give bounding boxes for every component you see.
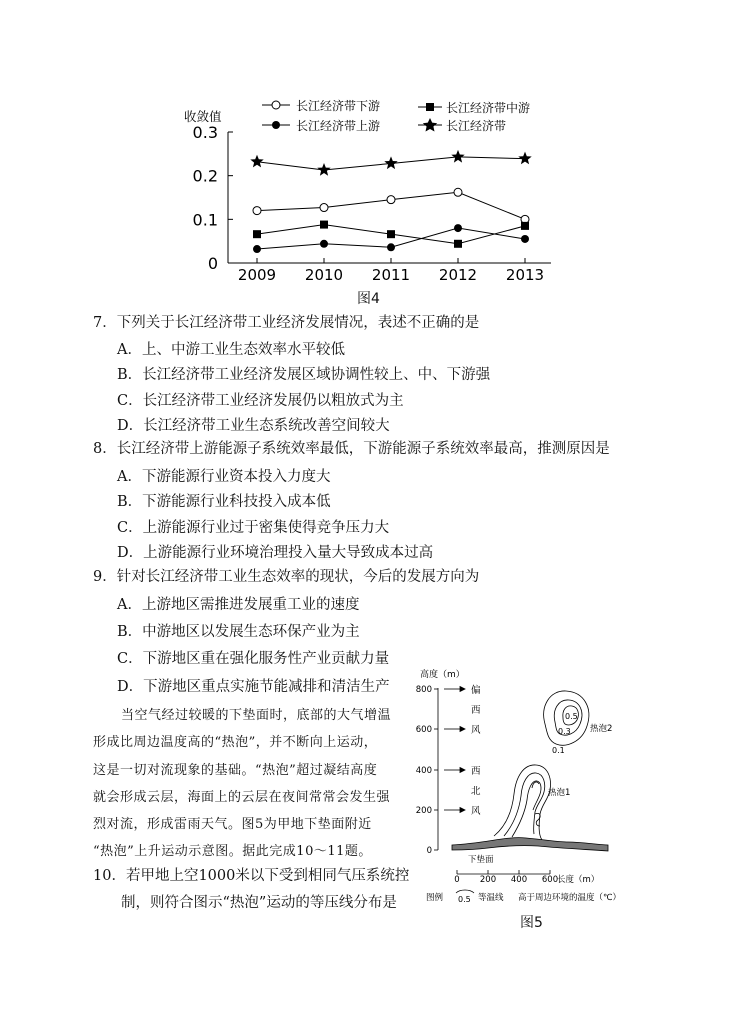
- ground-label: 下垫面: [468, 855, 494, 865]
- passage-line: 当空气经过较暖的下垫面时，底部的大气增温: [121, 708, 392, 723]
- fig5-y-ticks: [416, 685, 438, 856]
- data-point-filled-square: [521, 222, 529, 230]
- fig5-legend-sample-value: 0.5: [458, 895, 471, 904]
- passage-line: “热泡”上升运动示意图。据此完成10～11题。: [93, 844, 372, 859]
- data-point-star: [317, 163, 330, 176]
- fig5-legend-text: 高于周边环境的温度（℃）: [518, 893, 622, 903]
- question-9-option-d: D．下游地区重点实施节能减排和清洁生产: [117, 679, 390, 695]
- figure5-diagram: [408, 664, 640, 910]
- fig5-legend-isotherm-text: 等温线: [478, 893, 504, 903]
- chart-legend: [262, 98, 530, 133]
- data-point-star: [384, 156, 397, 169]
- data-point-star: [451, 150, 464, 163]
- figure5-caption: 图5: [520, 915, 543, 931]
- fig5-wind-lower: 风: [471, 806, 481, 817]
- question-10-stem-line1: 10．若甲地上空1000米以下受到相同气压系统控: [93, 868, 410, 884]
- legend-marker-open-circle: [272, 101, 280, 109]
- x-tick-label: 2013: [505, 266, 545, 284]
- y-tick-label: 0.3: [192, 123, 218, 142]
- passage-line: 形成比周边温度高的“热泡”，并不断向上运动，: [93, 735, 378, 750]
- question-7-option-a: A．上、中游工业生态效率水平较低: [117, 342, 345, 358]
- x-tick-label: 2011: [371, 266, 411, 284]
- y-tick-label: 0: [207, 254, 218, 273]
- x-tick-label: 2009: [237, 266, 277, 284]
- question-8-option-c: C．上游能源行业过于密集使得竞争压力大: [117, 520, 390, 536]
- fig5-isotherm-label: 0.1: [552, 746, 565, 755]
- y-axis-label: 收敛值: [184, 109, 222, 124]
- question-8-stem: 8．长江经济带上游能源子系统效率最低，下游能源子系统效率最高，推测原因是: [93, 441, 610, 457]
- passage-line: 烈对流，形成雷雨天气。图5为甲地下垫面附近: [93, 817, 372, 832]
- fig5-isotherm-label: 0.5: [565, 712, 578, 721]
- question-8-option-a: A．下游能源行业资本投入力度大: [117, 469, 331, 485]
- data-point-star: [518, 152, 531, 165]
- question-7-stem: 7．下列关于长江经济带工业经济发展情况，表述不正确的是: [93, 315, 480, 331]
- fig5-y-tick-label: 200: [415, 806, 432, 816]
- fig5-y-tick-label: 0: [426, 846, 432, 856]
- data-point-filled-square: [253, 230, 261, 238]
- fig5-wind-lower: 北: [471, 786, 481, 797]
- legend-marker-star: [423, 118, 437, 132]
- x-tick-label: 2012: [438, 266, 478, 284]
- heat-bubble-1-label: 热泡1: [548, 788, 571, 798]
- legend-label: 长江经济带下游: [296, 99, 381, 113]
- question-8-option-b: B．下游能源行业科技投入成本低: [117, 494, 331, 510]
- fig5-y-tick-label: 600: [415, 725, 432, 735]
- fig5-wind-upper: 风: [471, 725, 481, 736]
- question-7-option-b: B．长江经济带工业经济发展区域协调性较上、中、下游强: [117, 367, 491, 383]
- data-point-open-circle: [320, 204, 328, 212]
- data-point-filled-circle: [253, 245, 261, 253]
- question-8-option-d: D．上游能源行业环境治理投入量大导致成本过高: [117, 545, 434, 561]
- question-9-option-a: A．上游地区需推进发展重工业的速度: [117, 597, 360, 613]
- data-point-open-circle: [454, 188, 462, 196]
- fig5-wind-arrows: [444, 687, 465, 813]
- figure4-chart: [170, 92, 570, 284]
- x-tick-label: 2010: [304, 266, 344, 284]
- question-7-option-d: D．长江经济带工业生态系统改善空间较大: [117, 418, 390, 434]
- passage-line: 就会形成云层，海面上的云层在夜间常常会发生强: [93, 790, 391, 805]
- legend-label: 长江经济带上游: [296, 119, 381, 133]
- figure4-caption: 图4: [357, 291, 380, 307]
- fig5-y-tick-label: 400: [415, 766, 432, 776]
- fig5-wind-upper: 西: [471, 705, 481, 716]
- fig5-x-label: 长度（m）: [557, 875, 600, 885]
- data-point-filled-square: [320, 221, 328, 229]
- fig5-legend-prefix: 图例: [426, 893, 444, 903]
- question-7-option-c: C．长江经济带工业经济发展仍以粗放式为主: [117, 393, 404, 409]
- fig5-y-label: 高度（m）: [420, 670, 465, 680]
- passage-line: 这是一切对流现象的基础。“热泡”超过凝结高度: [93, 763, 378, 778]
- data-point-star: [250, 155, 263, 168]
- fig5-x-scale: [457, 870, 550, 874]
- fig5-wind-lower: 西: [471, 766, 481, 777]
- data-point-filled-square: [387, 230, 395, 238]
- data-point-open-circle: [253, 207, 261, 215]
- question-9-option-c: C．下游地区重在强化服务性产业贡献力量: [117, 651, 390, 667]
- fig5-x-tick-label: 200: [479, 875, 497, 885]
- ground-surface: [452, 838, 608, 851]
- data-point-filled-square: [454, 240, 462, 248]
- y-tick-label: 0.2: [192, 166, 218, 186]
- fig5-wind-upper: 偏: [471, 685, 481, 696]
- question-9-stem: 9．针对长江经济带工业生态效率的现状，今后的发展方向为: [93, 569, 480, 585]
- heat-bubble-2-label: 热泡2: [590, 724, 613, 734]
- fig5-x-tick-label: 0: [454, 875, 460, 885]
- legend-label: 长江经济带: [446, 119, 507, 133]
- legend-label: 长江经济带中游: [446, 101, 531, 115]
- data-point-filled-circle: [521, 235, 529, 243]
- fig5-x-tick-label: 600: [541, 875, 559, 885]
- legend-marker-square: [426, 103, 434, 111]
- question-9-option-b: B．中游地区以发展生态环保产业为主: [117, 624, 360, 640]
- fig5-x-tick-label: 400: [510, 875, 528, 885]
- fig5-legend-isotherm-sample: [456, 890, 474, 893]
- fig5-isotherm-label: 0.3: [558, 727, 571, 736]
- heat-bubble-1: [494, 765, 550, 840]
- data-point-open-circle: [387, 196, 395, 204]
- data-point-filled-circle: [454, 224, 462, 232]
- data-point-filled-circle: [320, 240, 328, 248]
- question-10-stem-line2: 制，则符合图示“热泡”运动的等压线分布是: [121, 895, 397, 911]
- data-point-filled-circle: [387, 243, 395, 251]
- legend-marker-filled-circle: [272, 121, 280, 129]
- y-tick-label: 0.1: [192, 210, 218, 230]
- fig5-y-tick-label: 800: [415, 685, 432, 695]
